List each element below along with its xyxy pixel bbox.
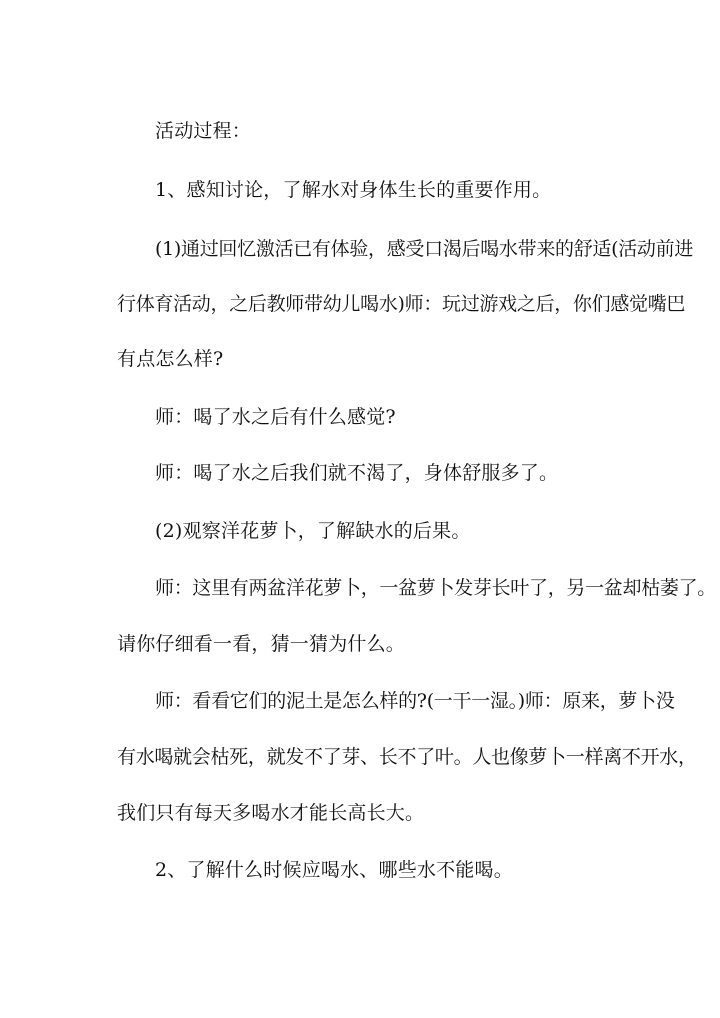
paragraph-line: 我们只有每天多喝水才能长高长大。 (117, 802, 425, 824)
section-heading: 活动过程： (155, 120, 252, 142)
dialogue-line: 师：看看它们的泥土是怎么样的?(一干一湿。)师：原来，萝卜没 (155, 690, 675, 712)
dialogue-line: 师：喝了水之后有什么感觉? (155, 406, 396, 428)
paragraph-line: 有点怎么样? (117, 348, 224, 370)
numbered-item-1: 1、感知讨论，了解水对身体生长的重要作用。 (155, 179, 552, 201)
paragraph-line: 行体育活动，之后教师带幼儿喝水)师：玩过游戏之后，你们感觉嘴巴 (117, 293, 686, 315)
dialogue-line: 师：喝了水之后我们就不渴了，身体舒服多了。 (155, 462, 559, 484)
numbered-item-2: 2、了解什么时候应喝水、哪些水不能喝。 (155, 859, 513, 881)
sub-item-2: (2)观察洋花萝卜，了解缺水的后果。 (155, 520, 471, 542)
dialogue-line: 师：这里有两盆洋花萝卜，一盆萝卜发芽长叶了，另一盆却枯萎了。 (155, 577, 717, 599)
paragraph-line: (1)通过回忆激活已有体验，感受口渴后喝水带来的舒适(活动前进 (155, 238, 694, 260)
paragraph-line: 有水喝就会枯死，就发不了芽、长不了叶。人也像萝卜一样离不开水， (117, 746, 697, 768)
paragraph-line: 请你仔细看一看，猜一猜为什么。 (117, 633, 406, 655)
